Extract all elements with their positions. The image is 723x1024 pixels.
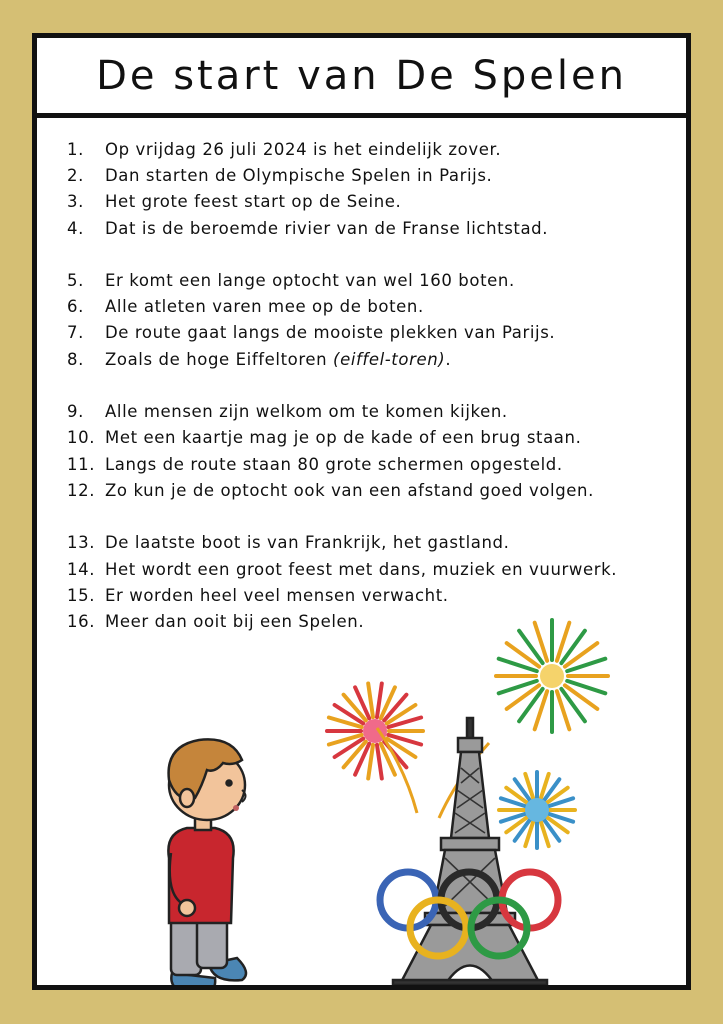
line-number: 4. (67, 218, 84, 238)
ear (180, 789, 194, 807)
page-title: De start van De Spelen (96, 52, 627, 99)
line-number: 5. (67, 270, 84, 290)
firework-core (525, 798, 549, 822)
eye (227, 781, 232, 786)
line-number: 1. (67, 139, 84, 159)
tower-ground (393, 980, 547, 985)
line-number: 9. (67, 402, 84, 422)
line-text: Er worden heel veel mensen verwacht. (105, 585, 449, 605)
boy-figure (168, 739, 246, 985)
line-number: 16. (67, 612, 96, 632)
line-text-end: . (445, 349, 452, 369)
line-text: Er komt een lange optocht van wel 160 boten. (105, 270, 515, 290)
line-text: Dat is de beroemde rivier van de Franse lichtstad. (105, 218, 549, 238)
line-number: 11. (67, 454, 96, 474)
line-number: 12. (67, 480, 96, 500)
line-text: Op vrijdag 26 juli 2024 is het eindelijk zover. (105, 139, 502, 159)
illustration (37, 38, 686, 985)
line-number: 7. (67, 323, 84, 343)
line-text: Dan starten de Olympische Spelen in Parijs. (105, 165, 493, 185)
tower-antenna (467, 718, 473, 740)
firework-pink (327, 684, 423, 779)
tower-platform (441, 838, 499, 850)
worksheet-card (32, 33, 691, 990)
tower-upper-section (451, 752, 489, 838)
tower-top (458, 738, 482, 752)
line-text: De route gaat langs de mooiste plekken van Parijs. (105, 323, 556, 343)
line-text: Alle atleten varen mee op de boten. (105, 297, 424, 317)
firework-spark (368, 745, 373, 779)
line-number: 10. (67, 428, 96, 448)
line-text: Alle mensen zijn welkom om te komen kijken. (105, 402, 508, 422)
firework-gold (496, 620, 608, 732)
pronunciation-hint: (eiffel-toren) (333, 349, 446, 369)
line-number: 13. (67, 533, 96, 553)
firework-spark (377, 745, 382, 779)
line-text-main: Zoals de hoge Eiffeltoren (105, 349, 334, 369)
line-text: Met een kaartje mag je op de kade of een brug staan. (105, 428, 582, 448)
line-number: 3. (67, 192, 84, 212)
line-number: 6. (67, 297, 84, 317)
firework-core (540, 664, 564, 688)
mouth (233, 805, 239, 811)
line-number: 15. (67, 585, 96, 605)
line-text: Langs de route staan 80 grote schermen opgesteld. (105, 454, 563, 474)
firework-spark (368, 684, 373, 718)
line-text: Zo kun je de optocht ook van een afstand goed volgen. (105, 480, 594, 500)
line-text: Het grote feest start op de Seine. (105, 192, 402, 212)
firework-blue (499, 772, 575, 848)
line-number: 8. (67, 349, 84, 369)
line-text: Het wordt een groot feest met dans, muziek en vuurwerk. (105, 559, 618, 579)
firework-spark (377, 684, 382, 718)
line-text: Meer dan ooit bij een Spelen. (105, 612, 365, 632)
line-text: De laatste boot is van Frankrijk, het gastland. (105, 533, 510, 553)
hand (179, 900, 195, 916)
line-number: 14. (67, 559, 96, 579)
line-number: 2. (67, 165, 84, 185)
